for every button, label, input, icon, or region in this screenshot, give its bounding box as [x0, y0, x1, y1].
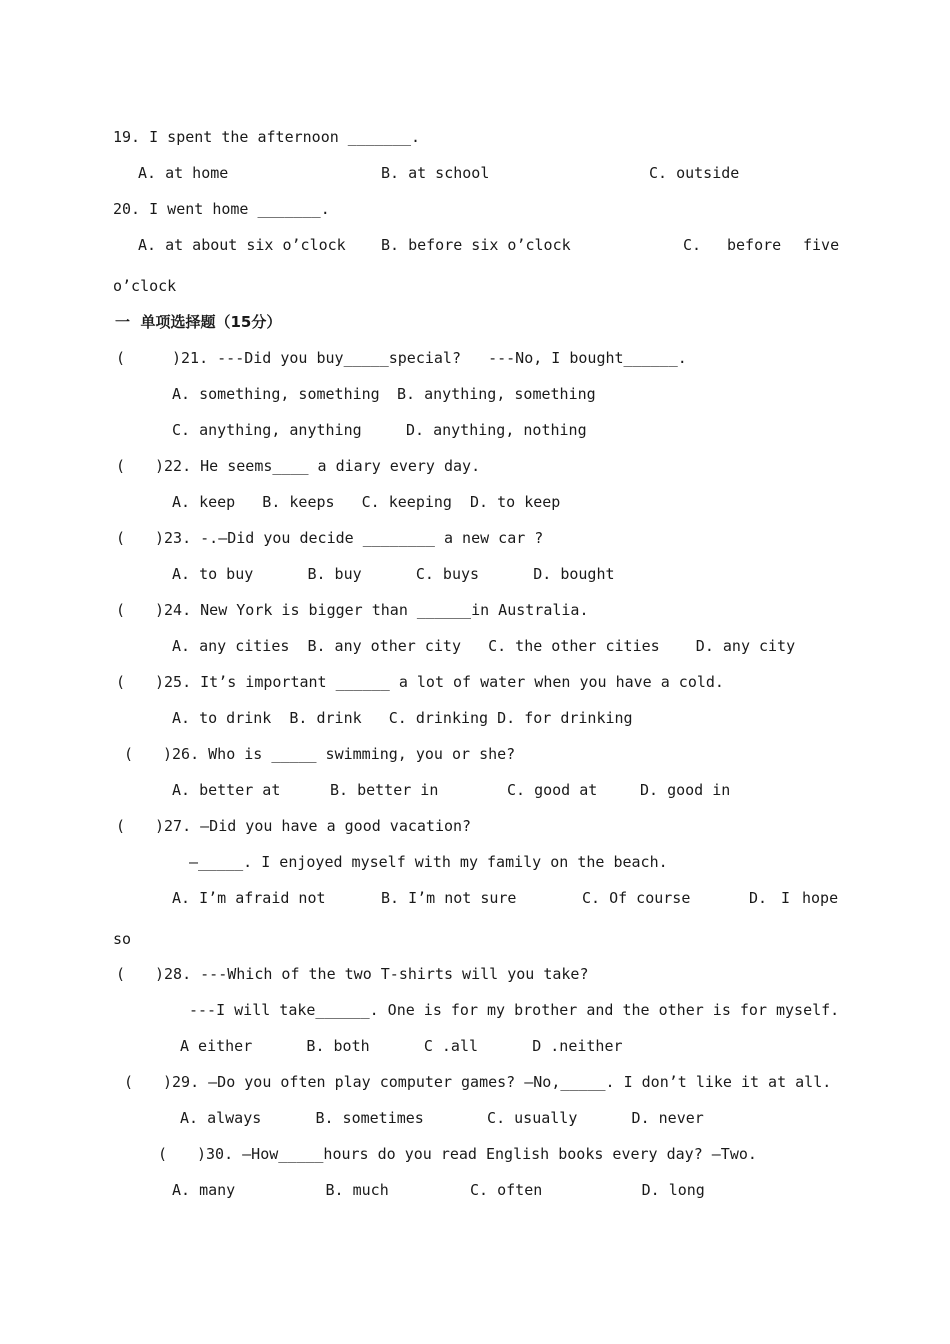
question-20-option-b: B. before six o’clock [381, 236, 571, 254]
question-26-option-c: C. good at [507, 781, 598, 799]
question-25-stem: )25. It’s important ______ a lot of water when you have a cold. [155, 673, 724, 691]
question-30-stem: )30. —How_____hours do you read English books every day? —Two. [197, 1145, 757, 1163]
question-28-paren: ( [116, 965, 126, 983]
question-27-option-b: B. I’m not sure [381, 889, 517, 907]
question-29-stem: )29. —Do you often play computer games? —No,_____. I don’t like it at all. [163, 1073, 832, 1091]
question-21-option-a: A. something, something [172, 385, 380, 403]
question-21-option-b: B. anything, something [397, 385, 596, 403]
question-22-paren: ( [116, 457, 126, 475]
question-27-reply: —_____. I enjoyed myself with my family on the beach. [189, 853, 668, 871]
question-22-stem: )22. He seems____ a diary every day. [155, 457, 481, 475]
question-30-paren: ( [158, 1145, 168, 1163]
question-19-option-b: B. at school [381, 164, 490, 182]
question-23-paren: ( [116, 529, 126, 547]
question-22-options: A. keep B. keeps C. keeping D. to keep [172, 493, 561, 511]
question-29-options: A. always B. sometimes C. usually D. never [180, 1109, 704, 1127]
question-25-options: A. to drink B. drink C. drinking D. for drinking [172, 709, 633, 727]
question-21-stem: )21. ---Did you buy_____special? ---No, I bought______. [172, 349, 687, 367]
question-21-option-d: D. anything, nothing [406, 421, 587, 439]
section-title: 一 单项选择题（15分） [115, 313, 282, 331]
question-26-option-b: B. better in [330, 781, 439, 799]
question-20-stem: 20. I went home _______. [113, 200, 330, 218]
question-28-stem: )28. ---Which of the two T-shirts will you take? [155, 965, 589, 983]
question-26-option-a: A. better at [172, 781, 281, 799]
question-30-options: A. many B. much C. often D. long [172, 1181, 705, 1199]
question-27-option-c: C. Of course [582, 889, 691, 907]
question-21-paren: ( [116, 349, 126, 367]
question-19-option-a: A. at home [138, 164, 229, 182]
question-27-option-d-word1: I [781, 889, 791, 907]
question-27-stem: )27. —Did you have a good vacation? [155, 817, 472, 835]
question-19-stem: 19. I spent the afternoon _______. [113, 128, 421, 146]
question-24-paren: ( [116, 601, 126, 619]
question-19-option-c: C. outside [649, 164, 740, 182]
question-20-option-c-continued: o’clock [113, 277, 177, 295]
question-28-reply: ---I will take______. One is for my brother and the other is for myself. [189, 1001, 840, 1019]
question-20-option-c-word2: five [803, 236, 840, 254]
question-20-option-c-word1: before [727, 236, 782, 254]
question-27-paren: ( [116, 817, 126, 835]
question-27-option-d-word2: hope [802, 889, 839, 907]
question-29-paren: ( [124, 1073, 134, 1091]
question-25-paren: ( [116, 673, 126, 691]
question-21-option-c: C. anything, anything [172, 421, 362, 439]
question-24-options: A. any cities B. any other city C. the other cities D. any city [172, 637, 796, 655]
question-20-option-a: A. at about six o’clock [138, 236, 346, 254]
question-26-paren: ( [124, 745, 134, 763]
question-26-stem: )26. Who is _____ swimming, you or she? [163, 745, 516, 763]
question-23-options: A. to buy B. buy C. buys D. bought [172, 565, 615, 583]
question-20-option-c-letter: C. [683, 236, 702, 254]
question-23-stem: )23. -.—Did you decide ________ a new car ? [155, 529, 544, 547]
question-27-option-d-letter: D. [749, 889, 768, 907]
question-24-stem: )24. New York is bigger than ______in Australia. [155, 601, 589, 619]
question-28-options: A either B. both C .all D .neither [180, 1037, 623, 1055]
question-27-option-d-continued: so [113, 930, 132, 948]
question-27-option-a: A. I’m afraid not [172, 889, 326, 907]
question-26-option-d: D. good in [640, 781, 731, 799]
